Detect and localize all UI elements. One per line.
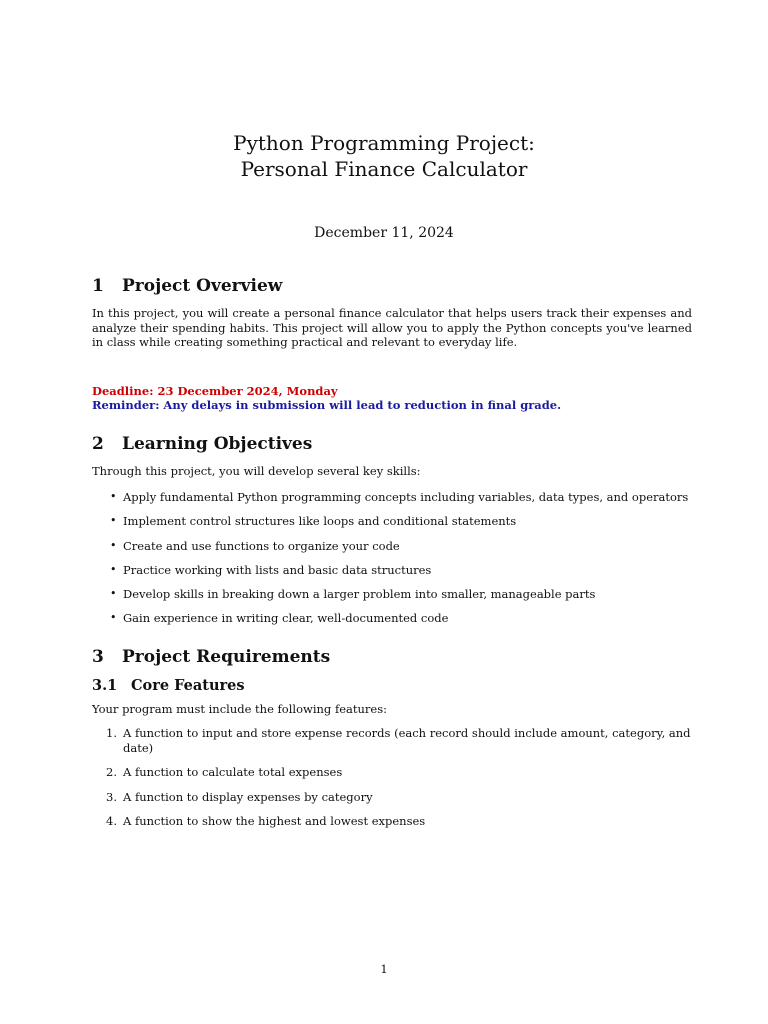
reminder-notice: Reminder: Any delays in submission will lead to reduction in final grade. <box>92 398 562 412</box>
bullet-marker: • <box>110 514 117 528</box>
bullet-marker: • <box>110 538 117 552</box>
list-item <box>92 814 692 838</box>
list-item-text: Gain experience in writing clear, well-documented code <box>123 611 449 626</box>
document-date: December 11, 2024 <box>314 225 454 241</box>
page-number: 1 <box>380 962 388 976</box>
bullet-marker: • <box>110 611 117 625</box>
list-item <box>92 765 692 790</box>
subsection-title: Core Features <box>131 677 245 694</box>
list-item-text: Practice working with lists and basic data structures <box>123 562 432 577</box>
list-item <box>92 587 692 611</box>
core-features-list <box>92 726 692 838</box>
list-item <box>92 490 692 514</box>
document-title-line2: Personal Finance Calculator <box>240 157 528 181</box>
section-heading-project-overview <box>92 276 282 296</box>
enum-marker: 2. <box>106 765 117 779</box>
section-heading-project-requirements <box>92 647 330 667</box>
enum-marker: 3. <box>106 789 117 804</box>
bullet-marker: • <box>110 490 117 503</box>
list-item <box>92 611 692 635</box>
list-item-text: Create and use functions to organize your code <box>123 538 400 553</box>
section-title: Learning Objectives <box>122 434 313 454</box>
enum-marker: 4. <box>106 813 117 828</box>
objectives-list <box>92 490 692 636</box>
core-features-intro: Your program must include the following features: <box>92 702 387 716</box>
enum-marker: 1. <box>106 726 117 740</box>
section-number: 3 <box>92 647 104 667</box>
list-item-text: Apply fundamental Python programming concepts including variables, data types, and operators <box>123 490 689 504</box>
list-item <box>92 539 692 563</box>
objectives-intro: Through this project, you will develop several key skills: <box>92 464 421 478</box>
list-item-text: A function to input and store expense records (each record should include amount, category, and date) <box>123 726 691 755</box>
list-item-text: A function to show the highest and lowest expenses <box>123 813 426 828</box>
deadline-notice: Deadline: 23 December 2024, Monday <box>92 384 338 398</box>
list-item-text: Develop skills in breaking down a larger problem into smaller, manageable parts <box>123 587 596 602</box>
list-item <box>92 514 692 538</box>
subsection-number: 3.1 <box>92 677 118 694</box>
list-item-text: A function to display expenses by category <box>123 789 373 804</box>
list-item <box>92 790 692 814</box>
overview-paragraph: In this project, you will create a personal finance calculator that helps users track their expenses and analyze their spending habits. This project will allow you to apply the Python concepts you've learned in class while creating something practical and relevant to everyday life. <box>92 306 692 349</box>
bullet-marker: • <box>110 562 117 576</box>
section-number: 2 <box>92 434 104 454</box>
section-heading-learning-objectives <box>92 434 312 454</box>
section-title: Project Requirements <box>122 647 331 667</box>
section-title: Project Overview <box>122 276 283 296</box>
section-number: 1 <box>92 276 104 296</box>
bullet-marker: • <box>110 587 117 601</box>
subsection-heading-core-features <box>92 677 245 694</box>
list-item <box>92 726 692 765</box>
list-item <box>92 563 692 587</box>
document-title-line1: Python Programming Project: <box>233 131 535 155</box>
list-item-text: A function to calculate total expenses <box>123 765 343 779</box>
list-item-text: Implement control structures like loops and conditional statements <box>123 514 517 529</box>
